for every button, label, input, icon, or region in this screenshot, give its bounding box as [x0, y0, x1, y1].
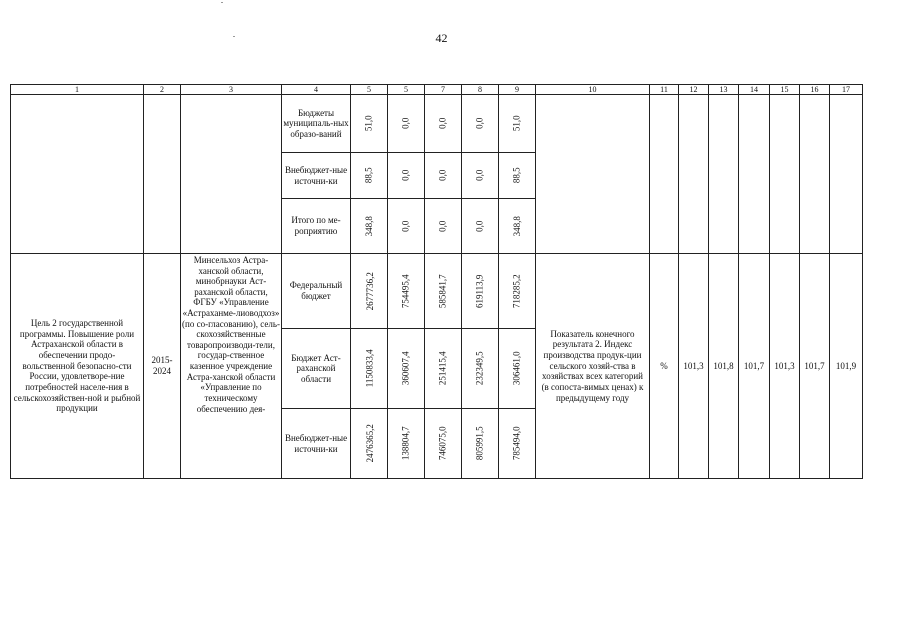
- value-text: 348,8: [363, 215, 374, 237]
- column-number: 4: [282, 85, 351, 95]
- value-cell: [425, 254, 462, 329]
- empty-cell: [144, 95, 181, 254]
- value-text: 360607,4: [400, 351, 411, 386]
- indicator-value: 101,3: [770, 254, 800, 479]
- value-cell: [388, 153, 425, 199]
- empty-cell: [770, 95, 800, 254]
- column-number: 15: [770, 85, 800, 95]
- column-number: 12: [679, 85, 709, 95]
- indicator-name: Показатель конечного результата 2. Индекс производства продук-ции сельского хозяй-ства в хозяйствах всех категорий (в сопоста-вимых ценах) к предыдущему году: [536, 254, 650, 479]
- value-cell: [425, 329, 462, 409]
- value-text: 251415,4: [437, 351, 448, 386]
- column-number: 16: [800, 85, 830, 95]
- value-text: 0,0: [400, 169, 411, 182]
- value-cell: [462, 254, 499, 329]
- value-cell: [425, 95, 462, 153]
- scan-speck: [233, 36, 235, 37]
- value-text: 51,0: [363, 115, 374, 132]
- value-text: 0,0: [437, 117, 448, 130]
- value-cell: [388, 95, 425, 153]
- empty-cell: [11, 95, 144, 254]
- value-cell: [425, 409, 462, 479]
- value-cell: [351, 409, 388, 479]
- value-text: 785494,0: [511, 426, 522, 461]
- column-number: 3: [181, 85, 282, 95]
- column-number: 13: [709, 85, 739, 95]
- value-text: 0,0: [437, 169, 448, 182]
- value-cell: [462, 329, 499, 409]
- column-number: 9: [499, 85, 536, 95]
- funding-source: Внебюджет-ные источни-ки: [282, 409, 351, 479]
- column-number: 7: [425, 85, 462, 95]
- value-cell: [351, 153, 388, 199]
- value-cell: [462, 153, 499, 199]
- column-number: 2: [144, 85, 181, 95]
- value-text: 306461,0: [511, 351, 522, 386]
- value-text: 1150833,4: [364, 349, 375, 388]
- value-text: 619113,9: [474, 274, 485, 308]
- indicator-value: 101,7: [739, 254, 770, 479]
- value-text: 0,0: [474, 220, 485, 232]
- value-text: 0,0: [474, 117, 485, 130]
- indicator-value: 101,7: [800, 254, 830, 479]
- indicator-unit: %: [650, 254, 679, 479]
- value-text: 51,0: [511, 115, 522, 132]
- value-text: 2476365,2: [364, 424, 375, 463]
- column-number: 10: [536, 85, 650, 95]
- funding-source: Итого по ме-роприятию: [282, 199, 351, 254]
- value-text: 805991,5: [474, 426, 485, 461]
- value-text: 0,0: [474, 169, 485, 182]
- value-text: 754495,4: [400, 274, 411, 308]
- page-number: 42: [435, 31, 448, 45]
- value-text: 88,5: [511, 167, 522, 184]
- column-number: 14: [739, 85, 770, 95]
- value-text: 88,5: [363, 167, 374, 184]
- value-cell: [499, 199, 536, 254]
- column-number: 11: [650, 85, 679, 95]
- value-text: 0,0: [400, 220, 411, 232]
- indicator-value: 101,3: [679, 254, 709, 479]
- value-text: 348,8: [511, 215, 522, 237]
- value-cell: [462, 409, 499, 479]
- goal-name: Цель 2 государственной программы. Повышение роли Астраханской области в обеспечении продо-вольственной безопасно-сти России, удовлетворе-ние потребностей населе-ния в сельскохозяйствен-ной и рыбной продукции: [11, 254, 144, 479]
- empty-cell: [830, 95, 863, 254]
- value-cell: [388, 409, 425, 479]
- column-number: 1: [11, 85, 144, 95]
- empty-cell: [650, 95, 679, 254]
- scan-speck: [221, 2, 223, 3]
- funding-source: Бюджет Аст-раханской области: [282, 329, 351, 409]
- value-cell: [499, 329, 536, 409]
- value-cell: [388, 254, 425, 329]
- funding-source: Внебюджет-ные источни-ки: [282, 153, 351, 199]
- empty-cell: [536, 95, 650, 254]
- funding-source: Бюджеты муниципаль-ных образо-ваний: [282, 95, 351, 153]
- value-text: 138804,7: [400, 426, 411, 461]
- empty-cell: [679, 95, 709, 254]
- value-text: 585841,7: [437, 274, 448, 308]
- empty-cell: [739, 95, 770, 254]
- value-text: 232349,5: [474, 351, 485, 386]
- indicator-value: 101,9: [830, 254, 863, 479]
- goal-executors: Минсельхоз Астра-ханской области, минобрнауки Аст-раханской области, ФГБУ «Управление «Астраханме-лиоводхоз» (по со-гласованию), сель-скохозяйственные товаропроизводи-тели, государ-ственное казенное учреждение Астра-ханской области «Управление по техническому обеспечению дея-: [181, 254, 282, 479]
- value-cell: [499, 95, 536, 153]
- value-cell: [388, 329, 425, 409]
- value-text: 0,0: [437, 220, 448, 232]
- value-cell: [351, 329, 388, 409]
- value-cell: [351, 254, 388, 329]
- funding-source: Федеральный бюджет: [282, 254, 351, 329]
- indicator-value: 101,8: [709, 254, 739, 479]
- table-row: [11, 254, 863, 329]
- empty-cell: [800, 95, 830, 254]
- value-cell: [499, 254, 536, 329]
- value-text: 718285,2: [511, 274, 522, 308]
- value-text: 0,0: [400, 117, 411, 130]
- program-table: [10, 84, 863, 479]
- goal-period: 2015-2024: [144, 254, 181, 479]
- column-number: 5: [351, 85, 388, 95]
- value-cell: [462, 199, 499, 254]
- value-cell: [499, 409, 536, 479]
- value-cell: [425, 199, 462, 254]
- column-number: 5: [388, 85, 425, 95]
- value-text: 746075,0: [437, 426, 448, 461]
- value-cell: [462, 95, 499, 153]
- value-cell: [388, 199, 425, 254]
- empty-cell: [709, 95, 739, 254]
- column-number-row: [11, 85, 863, 95]
- value-text: 2677736,2: [364, 271, 375, 311]
- value-cell: [499, 153, 536, 199]
- value-cell: [351, 95, 388, 153]
- column-number: 17: [830, 85, 863, 95]
- column-number: 8: [462, 85, 499, 95]
- empty-cell: [181, 95, 282, 254]
- value-cell: [351, 199, 388, 254]
- value-cell: [425, 153, 462, 199]
- table-row: [11, 95, 863, 153]
